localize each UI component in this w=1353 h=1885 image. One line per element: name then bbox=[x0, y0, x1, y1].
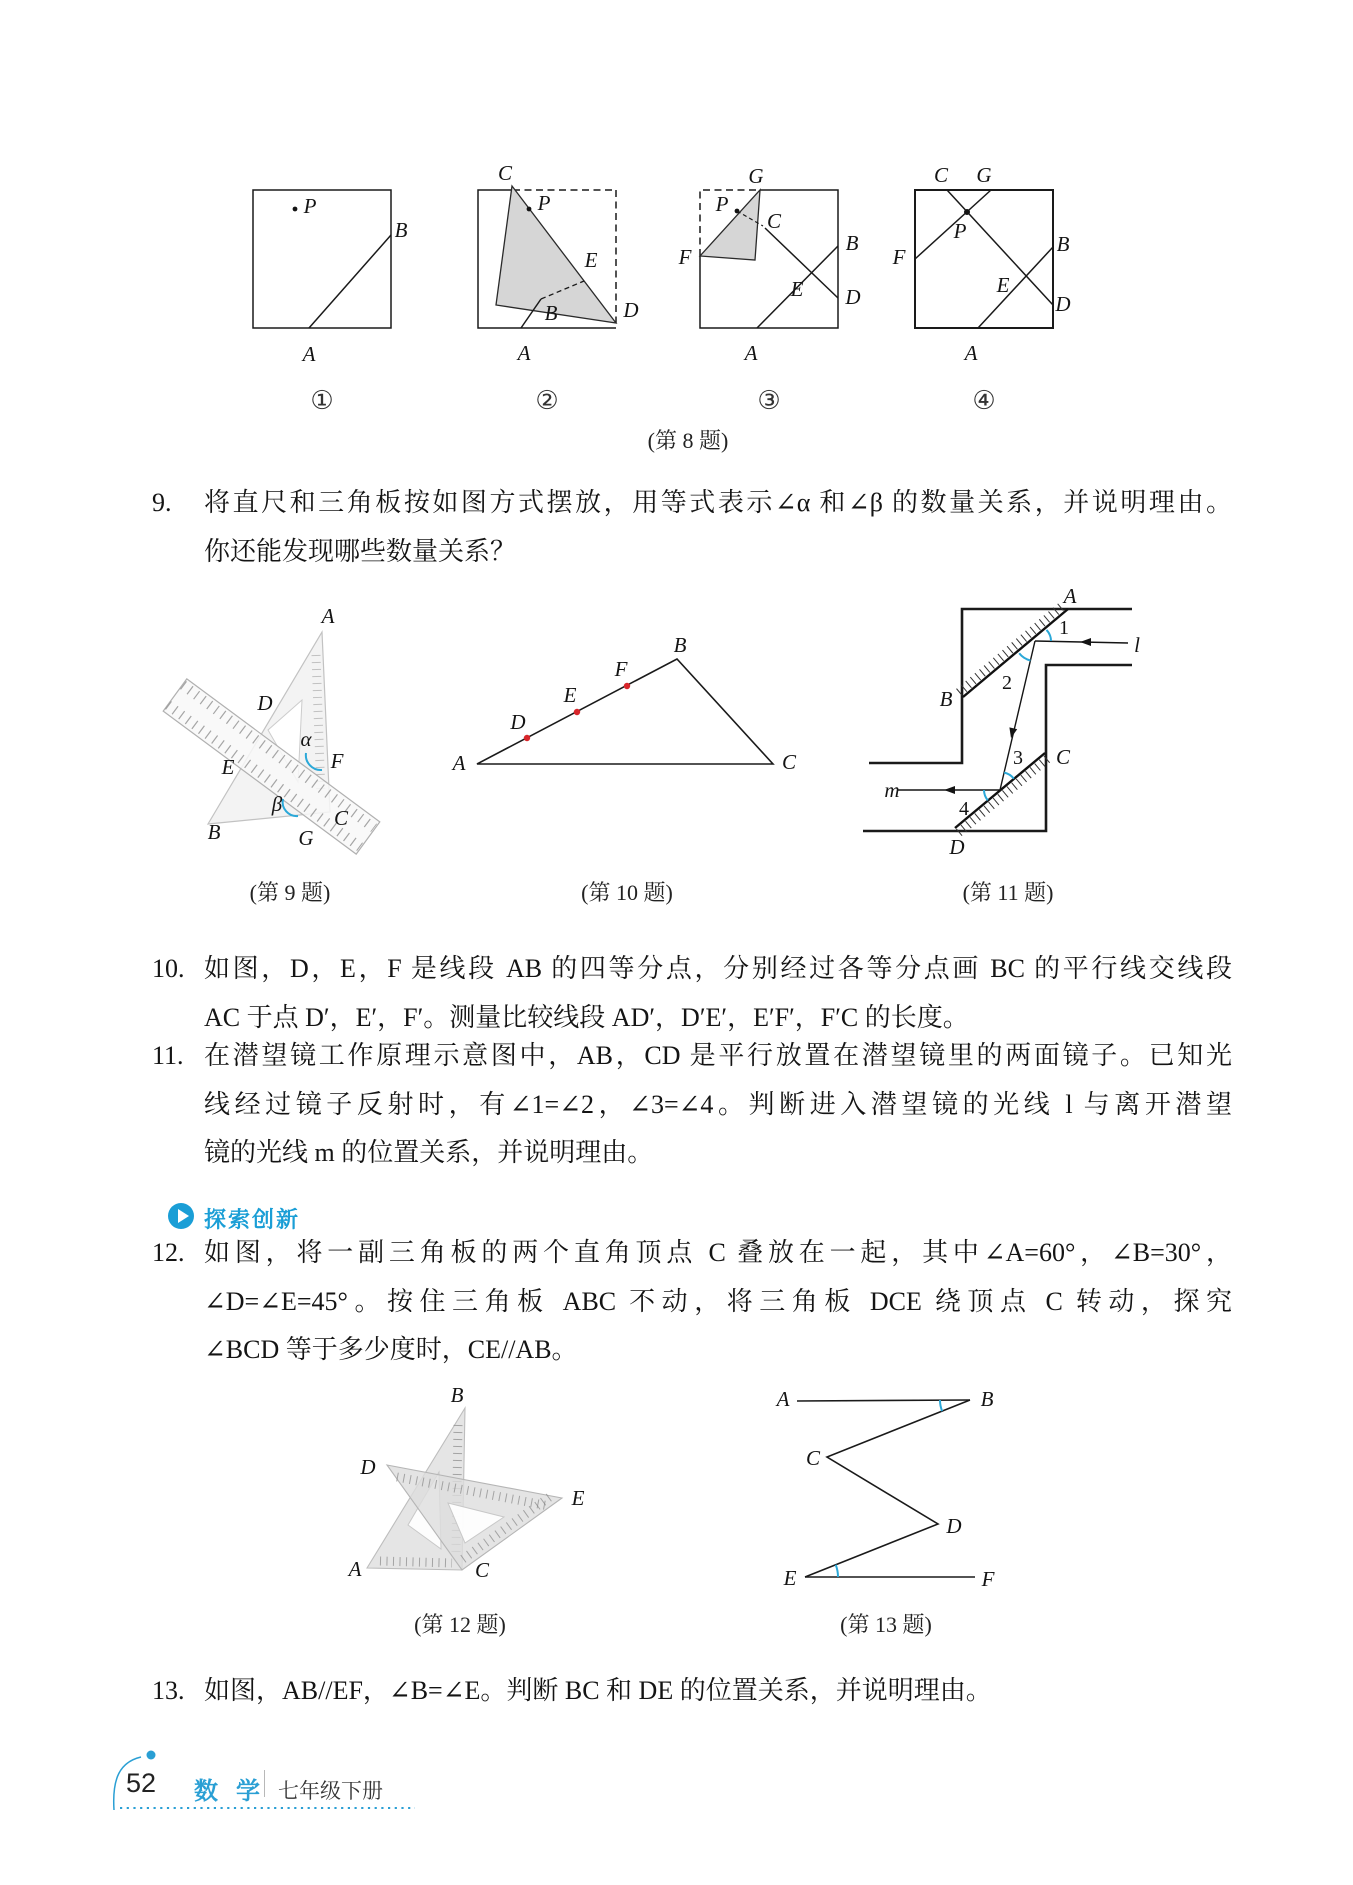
caption-problem11: (第 11 题) bbox=[962, 880, 1054, 905]
label-P: P bbox=[953, 219, 967, 243]
label-F: F bbox=[981, 1567, 995, 1591]
point-P-dot bbox=[964, 209, 970, 215]
footer-divider bbox=[264, 1770, 265, 1797]
label-D: D bbox=[946, 1514, 962, 1538]
caption-problem12: (第 12 题) bbox=[414, 1612, 506, 1637]
point-P-dot bbox=[293, 207, 298, 212]
problem-10-line1: 如图，D，E，F 是线段 AB 的四等分点，分别经过各等分点画 BC 的平行线交线段 bbox=[204, 954, 1232, 983]
label-G: G bbox=[748, 164, 764, 188]
problem-11-line2: 线经过镜子反射时，有∠1=∠2，∠3=∠4。判断进入潜望镜的光线 l 与离开潜望 bbox=[204, 1089, 1232, 1119]
label-C: C bbox=[333, 806, 349, 830]
problem-12-number: 12. bbox=[152, 1238, 185, 1267]
label-B: B bbox=[544, 301, 558, 325]
figure-number-1: ① bbox=[310, 386, 334, 416]
label-B: B bbox=[450, 1383, 464, 1407]
label-D: D bbox=[360, 1455, 376, 1479]
problem-13 bbox=[152, 1667, 1232, 1716]
mirror-AB bbox=[963, 609, 1068, 697]
label-A: A bbox=[744, 341, 758, 365]
footer-page-number: 52 bbox=[126, 1768, 157, 1798]
problem-9-line1: 将直尺和三角板按如图方式摆放，用等式表示∠α 和∠β 的数量关系，并说明理由。 bbox=[204, 488, 1232, 517]
label-A: A bbox=[452, 751, 466, 775]
label-C: C bbox=[805, 1446, 821, 1470]
caption-problem13: (第 13 题) bbox=[840, 1612, 932, 1637]
label-A: A bbox=[1063, 584, 1077, 608]
label-G: G bbox=[976, 163, 992, 187]
angle-E-arc bbox=[836, 1565, 838, 1577]
section-header-explore: 探索创新 bbox=[204, 1207, 301, 1232]
figure-problem8-4 bbox=[892, 163, 1071, 365]
label-P: P bbox=[715, 192, 729, 216]
zigzag-BCDE bbox=[805, 1400, 970, 1577]
footer-dot-icon bbox=[147, 1751, 156, 1760]
label-B: B bbox=[207, 820, 221, 844]
label-B: B bbox=[673, 633, 687, 657]
problem-12 bbox=[152, 1229, 1232, 1375]
label-C: C bbox=[933, 163, 949, 187]
label-B: B bbox=[939, 687, 953, 711]
label-beta: β bbox=[271, 792, 283, 816]
label-A: A bbox=[321, 604, 335, 628]
arrow-left-icon bbox=[1080, 638, 1091, 646]
problem-10-number: 10. bbox=[152, 954, 185, 983]
point-D-dot bbox=[524, 735, 530, 741]
label-angle2: 2 bbox=[1002, 672, 1012, 694]
angle-3-arc bbox=[1004, 773, 1014, 779]
label-P: P bbox=[303, 194, 317, 218]
label-F: F bbox=[330, 749, 344, 773]
label-F: F bbox=[678, 245, 692, 269]
label-l: l bbox=[1134, 633, 1140, 657]
line-AB bbox=[797, 1400, 970, 1401]
problem-12-line2: ∠D=∠E=45°。按住三角板 ABC 不动，将三角板 DCE 绕顶点 C 转动，探究 bbox=[204, 1286, 1232, 1316]
label-G: G bbox=[298, 826, 314, 850]
label-D: D bbox=[949, 835, 965, 859]
footer-volume: 七年级下册 bbox=[278, 1779, 383, 1803]
figure-problem8-2 bbox=[478, 161, 639, 365]
figure-number-2: ② bbox=[535, 386, 559, 416]
label-angle4: 4 bbox=[959, 798, 969, 820]
label-B: B bbox=[1056, 232, 1070, 256]
problem-13-line1: 如图，AB//EF，∠B=∠E。判断 BC 和 DE 的位置关系，并说明理由。 bbox=[204, 1676, 992, 1705]
label-E: E bbox=[221, 755, 235, 779]
figure-problem8-3 bbox=[678, 164, 861, 365]
angle-4-arc bbox=[984, 790, 988, 800]
problem-12-line3: ∠BCD 等于多少度时，CE//AB。 bbox=[204, 1335, 578, 1364]
label-E: E bbox=[996, 273, 1010, 297]
label-F: F bbox=[614, 657, 628, 681]
label-P: P bbox=[537, 191, 551, 215]
figure-problem13 bbox=[770, 1388, 1005, 1598]
label-A: A bbox=[348, 1557, 362, 1581]
problem-11-line1: 在潜望镜工作原理示意图中，AB，CD 是平行放置在潜望镜里的两面镜子。已知光 bbox=[204, 1041, 1232, 1070]
label-E: E bbox=[563, 683, 577, 707]
problem-11 bbox=[152, 1032, 1232, 1178]
label-C: C bbox=[1055, 745, 1071, 769]
problem-12-line1: 如图，将一副三角板的两个直角顶点 C 叠放在一起，其中∠A=60°，∠B=30°， bbox=[204, 1238, 1232, 1267]
figure-problem10 bbox=[445, 630, 810, 780]
label-alpha: α bbox=[300, 727, 312, 751]
caption-problem10: (第 10 题) bbox=[581, 880, 673, 905]
label-C: C bbox=[781, 750, 797, 774]
figure-problem12 bbox=[330, 1382, 600, 1602]
label-B: B bbox=[394, 218, 408, 242]
arrow-left-icon bbox=[944, 786, 955, 794]
figure-problem8-1 bbox=[253, 190, 408, 366]
label-A: A bbox=[302, 342, 316, 366]
label-E: E bbox=[571, 1486, 585, 1510]
label-angle3: 3 bbox=[1013, 747, 1023, 769]
problem-9-line2: 你还能发现哪些数量关系？ bbox=[204, 536, 517, 566]
problem-11-line3: 镜的光线 m 的位置关系，并说明理由。 bbox=[204, 1138, 654, 1167]
label-D: D bbox=[845, 285, 861, 309]
label-B: B bbox=[980, 1387, 994, 1411]
label-D: D bbox=[1055, 292, 1071, 316]
problem-10-line2: AC 于点 D′，E′，F′。测量比较线段 AD′，D′E′，E′F′，F′C 的长度。 bbox=[204, 1002, 969, 1032]
label-C: C bbox=[497, 161, 513, 185]
figure-problem9 bbox=[150, 595, 410, 880]
figure-problem8-row bbox=[140, 150, 1200, 378]
label-D: D bbox=[623, 298, 639, 322]
caption-problem8: (第 8 题) bbox=[647, 428, 729, 453]
label-E: E bbox=[783, 1566, 797, 1590]
problem-10 bbox=[152, 945, 1232, 1042]
play-triangle-icon bbox=[178, 1209, 189, 1223]
angle-2-arc bbox=[1019, 653, 1030, 660]
label-angle1: 1 bbox=[1059, 617, 1069, 639]
label-C: C bbox=[766, 209, 782, 233]
mirror-CD-hatching bbox=[959, 758, 1049, 833]
label-D: D bbox=[257, 691, 273, 715]
label-F: F bbox=[892, 245, 906, 269]
label-m: m bbox=[884, 778, 900, 802]
label-B: B bbox=[845, 231, 859, 255]
label-A: A bbox=[964, 341, 978, 365]
label-E: E bbox=[584, 248, 598, 272]
label-D: D bbox=[510, 710, 526, 734]
problem-9-number: 9. bbox=[152, 488, 172, 517]
light-ray bbox=[898, 638, 1128, 794]
figure-number-4: ④ bbox=[972, 386, 996, 416]
figure-problem11 bbox=[855, 585, 1145, 865]
point-F-dot bbox=[624, 683, 630, 689]
label-C: C bbox=[474, 1558, 490, 1582]
figure-number-3: ③ bbox=[757, 386, 781, 416]
angle-B-arc bbox=[940, 1400, 942, 1411]
point-E-dot bbox=[574, 709, 580, 715]
angle-1-arc bbox=[1047, 630, 1052, 641]
play-icon bbox=[168, 1203, 194, 1229]
caption-problem9: (第 9 题) bbox=[249, 880, 331, 905]
point-P-dot bbox=[527, 207, 532, 212]
problem-11-number: 11. bbox=[152, 1041, 184, 1070]
footer-subject: 数 学 bbox=[194, 1779, 266, 1805]
label-E: E bbox=[790, 277, 804, 301]
label-A: A bbox=[776, 1387, 790, 1411]
problem-9 bbox=[152, 479, 1232, 576]
label-A: A bbox=[517, 341, 531, 365]
problem-13-number: 13. bbox=[152, 1676, 185, 1705]
